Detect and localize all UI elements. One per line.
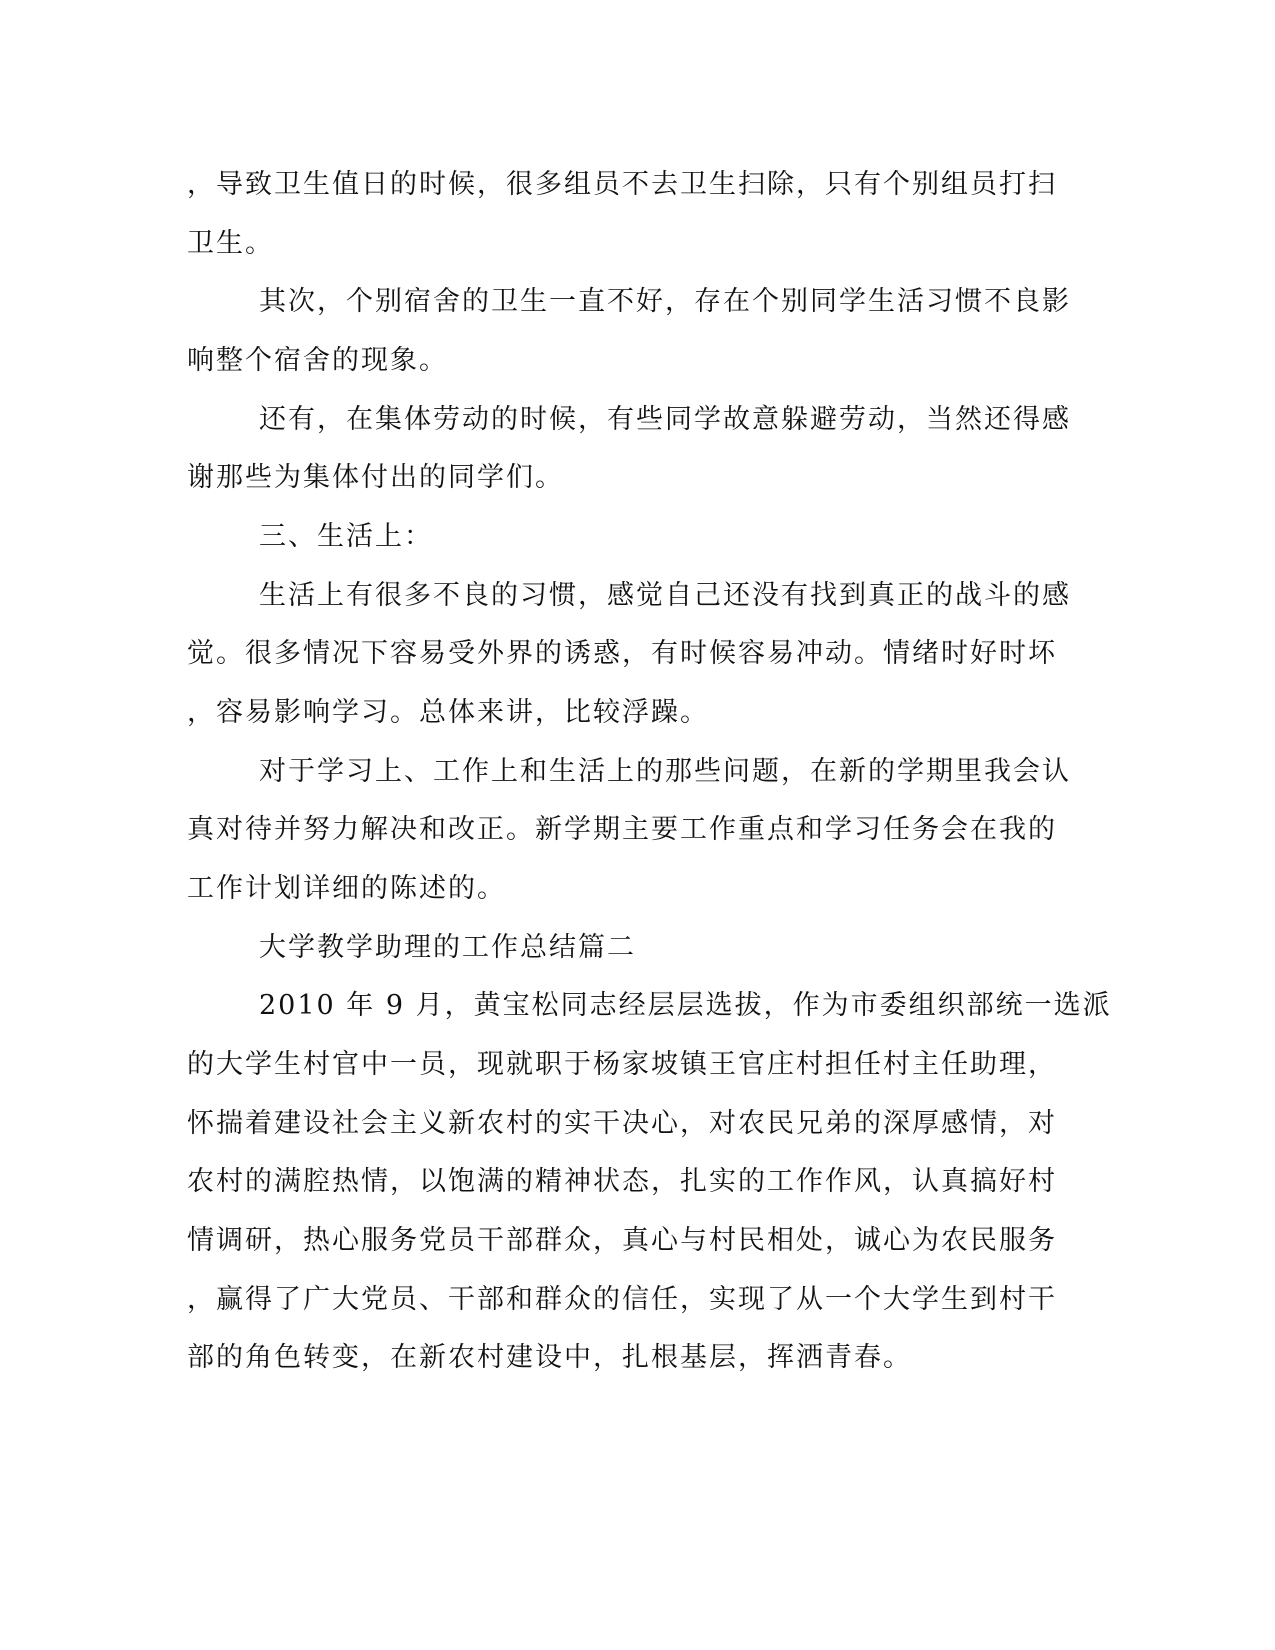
- text-line: 部的角色转变，在新农村建设中，扎根基层，挥洒青春。: [187, 1342, 912, 1373]
- text-line: 工作计划详细的陈述的。: [187, 873, 506, 904]
- paragraph-line: 对于学习上、工作上和生活上的那些问题，在新的学期里我会认: [259, 756, 1071, 787]
- text-line: 情调研，热心服务党员干部群众，真心与村民相处，诚心为农民服务: [187, 1225, 1057, 1256]
- text-line: 农村的满腔热情，以饱满的精神状态，扎实的工作作风，认真搞好村: [187, 1166, 1057, 1197]
- paragraph-line: 其次，个别宿舍的卫生一直不好，存在个别同学生活习惯不良影: [259, 286, 1071, 317]
- section-heading: 三、生活上：: [259, 521, 433, 552]
- text-line: ，容易影响学习。总体来讲，比较浮躁。: [187, 697, 709, 728]
- article-title: 大学教学助理的工作总结篇二: [259, 932, 636, 963]
- paragraph-line: 2010 年 9 月，黄宝松同志经层层选拔，作为市委组织部统一选派: [259, 990, 1112, 1021]
- text-line: 的大学生村官中一员，现就职于杨家坡镇王官庄村担任村主任助理，: [187, 1049, 1057, 1080]
- text-line: 谢那些为集体付出的同学们。: [187, 462, 564, 493]
- text-line: ，导致卫生值日的时候，很多组员不去卫生扫除，只有个别组员打扫: [187, 169, 1057, 200]
- text-line: ，赢得了广大党员、干部和群众的信任，实现了从一个大学生到村干: [187, 1284, 1057, 1315]
- paragraph-line: 还有，在集体劳动的时候，有些同学故意躲避劳动，当然还得感: [259, 404, 1071, 435]
- text-line: 觉。很多情况下容易受外界的诱惑，有时候容易冲动。情绪时好时坏: [187, 638, 1057, 669]
- text-line: 怀揣着建设社会主义新农村的实干决心，对农民兄弟的深厚感情，对: [187, 1108, 1057, 1139]
- text-line: 响整个宿舍的现象。: [187, 345, 448, 376]
- text-line: 卫生。: [187, 228, 274, 259]
- paragraph-line: 生活上有很多不良的习惯，感觉自己还没有找到真正的战斗的感: [259, 580, 1071, 611]
- text-line: 真对待并努力解决和改正。新学期主要工作重点和学习任务会在我的: [187, 814, 1057, 845]
